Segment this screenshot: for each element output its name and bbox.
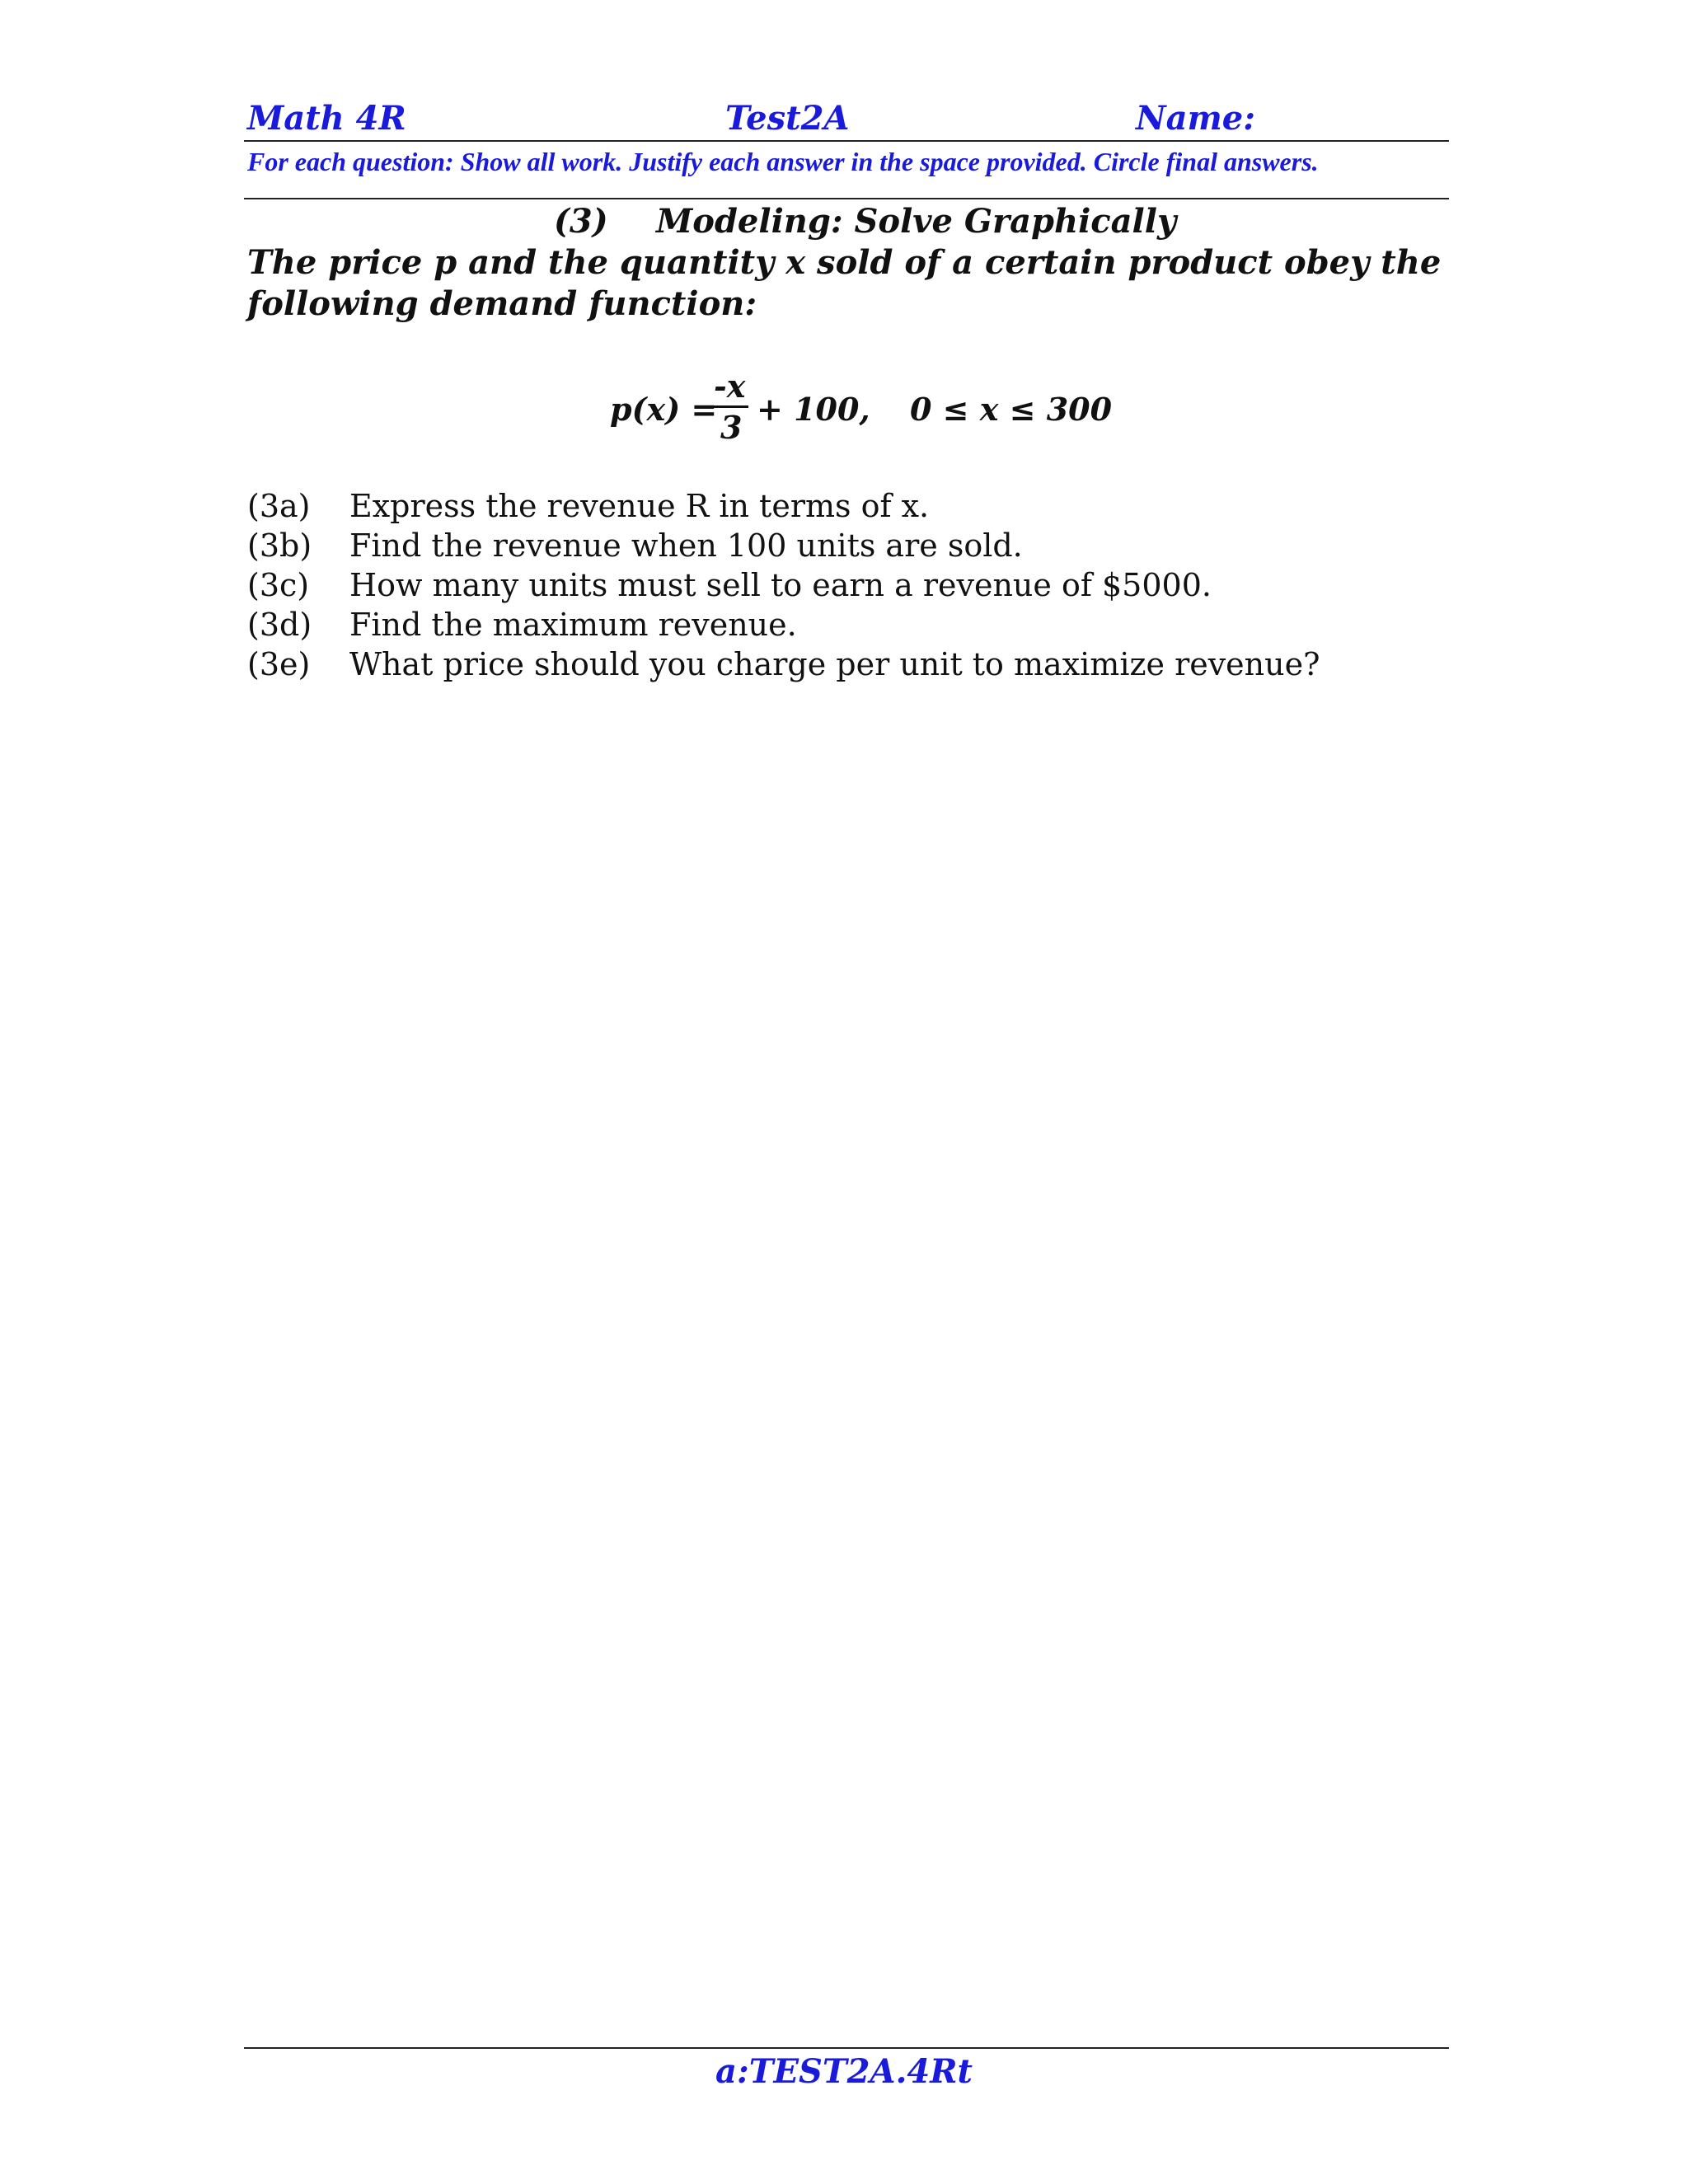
name-label: Name: [1136,99,1256,138]
problem-number: (3) [554,202,608,241]
question-3e [247,644,1320,684]
problem-description-line1: The price p and the quantity x sold of a certain product obey the [247,243,1442,282]
formula-rest: + 100, [757,391,870,428]
question-label: (3a) [247,488,311,524]
question-label: (3b) [247,527,312,564]
question-text: Find the maximum revenue. [349,607,797,643]
formula-denominator: 3 [720,409,743,446]
question-text: What price should you charge per unit to maximize revenue? [349,646,1320,682]
problem-title: Modeling: Solve Graphically [656,202,1177,241]
problem-description-line2: following demand function: [247,284,757,323]
header-rule [244,140,1449,142]
question-3b [247,526,1023,565]
question-label: (3d) [247,607,312,643]
footer-rule [244,2047,1449,2049]
question-label: (3c) [247,567,310,603]
question-label: (3e) [247,646,311,682]
question-3c [247,565,1212,605]
question-text: Find the revenue when 100 units are sold. [349,527,1023,564]
instructions: For each question: Show all work. Justify each answer in the space provided. Circle final answers. [247,147,1319,176]
footer-filename: a:TEST2A.4Rt [715,2052,973,2091]
question-text: Express the revenue R in terms of x. [349,488,930,524]
test-title: Test2A [725,99,850,138]
formula-numerator: -x [714,368,746,405]
formula-lhs: p(x) = [610,391,718,428]
course-title: Math 4R [247,99,406,138]
question-text: How many units must sell to earn a revenue of $5000. [349,567,1212,603]
question-3a [247,486,929,526]
question-3d [247,605,797,644]
formula-domain: 0 ≤ x ≤ 300 [910,391,1113,428]
fraction-bar [710,405,748,408]
instructions-rule [244,198,1449,199]
